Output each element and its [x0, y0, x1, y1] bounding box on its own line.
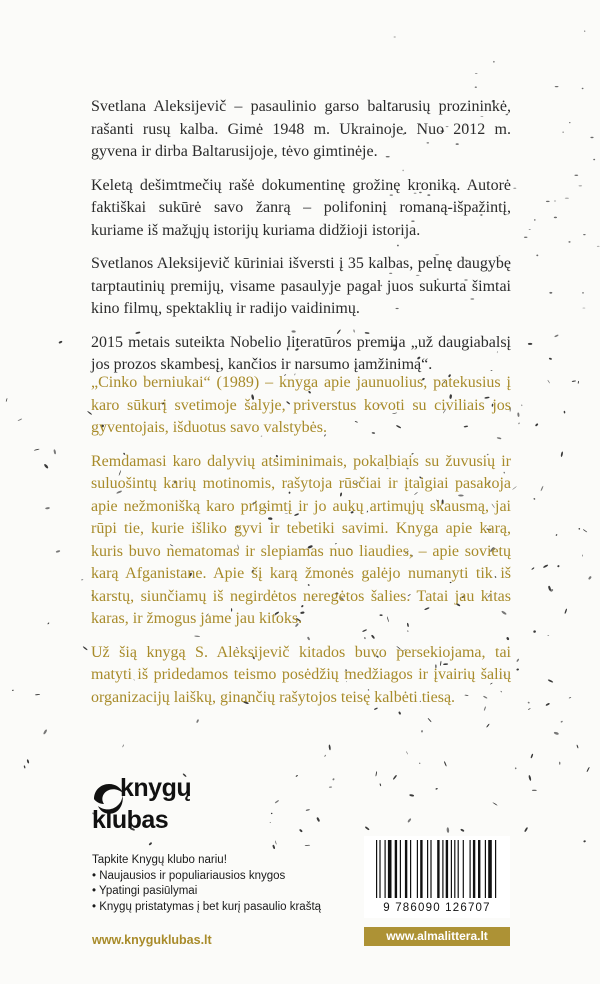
- isbn-number: 9 786090 126707: [383, 902, 491, 914]
- barcode-panel: [364, 836, 510, 918]
- description-paragraph: Remdamasi karo dalyvių atsiminimais, pokalbiais su žuvusių ir suluošintų karių motinomis, rašytoja rūsčiai ir įtaigiai pasakoja apie nežmonišką karo prigimtį ir jo aukų artimųjų skausmą, jai rūpi tie, kurie išliko gyvi ir tebetiki savimi. Knyga apie karą, kuris buvo nematomas ir slepiamas nuo liaudies, – apie sovietų karą Afganistane. Apie šį karą žmonės galėjo numanyti tik iš karstų, siunčiamų iš negirdėtos neregėtos šalies. Tatai jau kitas karas, ir žmogus jame jau kitoks.: [91, 452, 511, 627]
- club-heading: Tapkite Knygų klubo nariu!: [92, 854, 227, 866]
- logo-word-knygu: knygų: [120, 774, 192, 802]
- bio-paragraph: 2015 metais suteikta Nobelio literatūros premija „už daugiabalsį jos prozos skambesį, kančios ir narsumo įamžinimą“.: [91, 333, 511, 373]
- list-item: • Ypatingi pasiūlymai: [92, 884, 392, 900]
- knygu-klubas-logo: [92, 776, 212, 838]
- description-paragraph: Už šią knygą S. Aleksijevič kitados buvo persekiojama, tai matyti iš pridedamos teismo posėdžių medžiagos ir įvairių šalių organizacijų laiškų, ginančių rašytojos teisę kalbėti tiesą.: [91, 643, 511, 706]
- club-promo: [92, 853, 392, 915]
- bio-paragraph: Keletą dešimtmečių rašė dokumentinę grožinę kroniką. Autorė faktiškai sukūrė savo žanrą – polifoninį romaną-išpažintį, kuriame iš mažųjų istorijų kuriama didžioji istorija.: [91, 176, 511, 239]
- isbn-barcode: [372, 840, 502, 900]
- logo-word-klubas: klubas: [92, 806, 169, 834]
- club-website-link[interactable]: www.knyguklubas.lt: [92, 933, 212, 947]
- description-paragraph: „Cinko berniukai“ (1989) – knyga apie jaunuolius, patekusius į karo sūkurį svetimoje šalyje, priverstus kovoti su civiliais jos gyventojais, išduotus savo valstybės.: [91, 374, 511, 436]
- club-benefits-list: [92, 869, 392, 916]
- list-item: • Naujausios ir populiariausios knygos: [92, 869, 392, 885]
- bio-paragraph: Svetlanos Aleksijevič kūriniai išversti į 35 kalbas, pelnę daugybę tarptautinių premijų, visame pasaulyje pagal juos sukurta šimtai kino filmų, spektaklių ir radijo vaidinimų.: [91, 255, 511, 317]
- author-bio: [91, 96, 511, 388]
- book-description: [91, 372, 511, 720]
- bio-paragraph: Svetlana Aleksijevič – pasaulinio garso baltarusių prozininkė, rašanti rusų kalba. Gimė 1948 m. Ukrainoje. Nuo 2012 m. gyvena ir dirba Baltarusijoje, tėvo gimtinėje.: [91, 98, 511, 160]
- publisher-website-link[interactable]: www.almalittera.lt: [364, 927, 510, 946]
- list-item: • Knygų pristatymas į bet kurį pasaulio kraštą: [92, 900, 392, 916]
